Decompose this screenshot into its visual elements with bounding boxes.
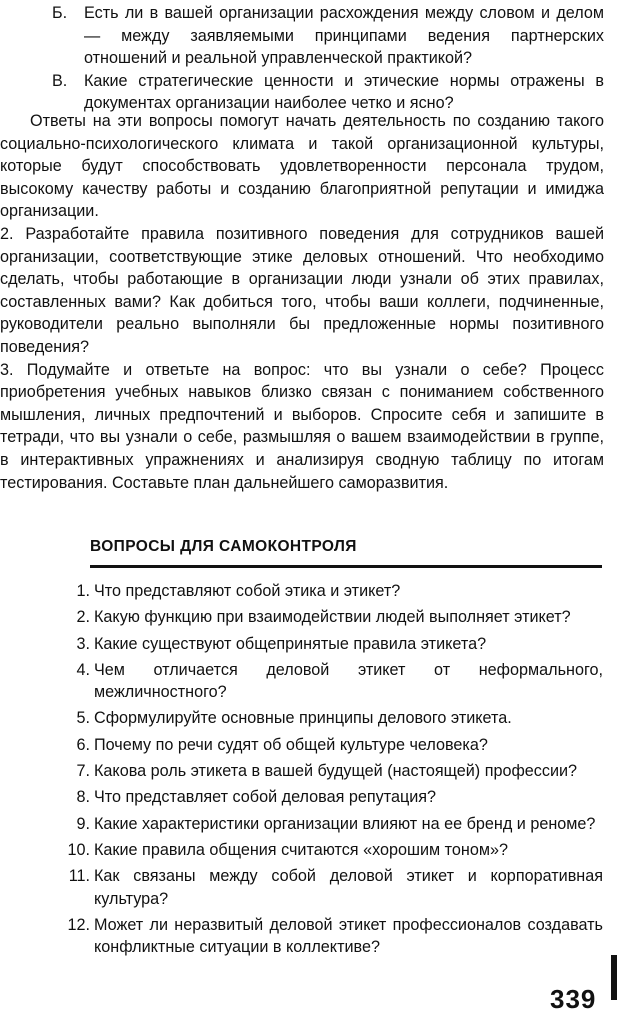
question-text: Как связаны между собой деловой этикет и корпоративная культура?: [94, 867, 603, 908]
section-heading: ВОПРОСЫ ДЛЯ САМОКОНТРОЛЯ: [90, 538, 357, 555]
question-text: Какие характеристики организации влияют на ее бренд и реноме?: [94, 814, 596, 833]
question-item: [50, 606, 603, 628]
question-text: Что представляет собой деловая репутация?: [94, 788, 437, 807]
question-number: 8.: [76, 788, 90, 807]
question-text: Может ли неразвитый деловой этикет профессионалов создавать конфликтные ситуации в коллективе?: [94, 915, 603, 957]
question-item: [50, 760, 603, 782]
question-item: [50, 707, 603, 729]
paragraph: 2. Разработайте правила позитивного поведения для сотрудников вашей организации, соответствующие этике деловых отношений. Что необходимо сделать, чтобы работающие в организации люди узнали об этих правилах, составленных вами? Как добиться того, чтобы ваши коллеги, подчиненные, руководители реально выполняли бы предложенные нормы позитивного поведения?: [0, 224, 604, 356]
question-item: [50, 659, 603, 704]
question-number: 12.: [67, 915, 90, 934]
question-number: 5.: [76, 709, 90, 728]
body-text: [0, 110, 604, 494]
question-item: [50, 839, 603, 861]
question-number: 1.: [76, 582, 90, 600]
question-number: 3.: [76, 634, 90, 653]
edge-marker-bar: [611, 955, 617, 1000]
lettered-question-list: [18, 2, 604, 115]
question-text: Что представляют собой этика и этикет?: [94, 582, 401, 600]
question-item: [50, 734, 603, 756]
question-item: [50, 786, 603, 808]
question-text: Чем отличается деловой этикет от неформального, межличностного?: [94, 660, 603, 702]
question-text: Какую функцию при взаимодействии людей выполняет этикет?: [94, 608, 571, 627]
question-number: 10.: [67, 840, 90, 859]
question-text: Какова роль этикета в вашей будущей (настоящей) профессии?: [94, 762, 578, 781]
item-letter: В.: [52, 71, 68, 90]
question-number: 9.: [76, 814, 90, 833]
question-text: Какие правила общения считаются «хорошим тоном»?: [94, 840, 508, 859]
question-number: 6.: [76, 735, 90, 754]
question-text: Почему по речи судят об общей культуре человека?: [94, 735, 488, 754]
question-item: [50, 914, 603, 959]
lettered-item: [18, 2, 604, 70]
paragraph: 3. Подумайте и ответьте на вопрос: что вы узнали о себе? Процесс приобретения учебных навыков близко связан с пониманием собственного мышления, личных предпочтений и выборов. Спросите себя и запишите в тетради, что вы узнали о себе, размышляя о вашем взаимодействии в группе, в интерактивных упражнениях и анализируя сводную таблицу по итогам тестирования. Составьте план дальнейшего саморазвития.: [0, 360, 604, 492]
question-number: 2.: [76, 608, 90, 627]
item-text: Какие стратегические ценности и этические нормы отражены в документах организации наиболее четко и ясно?: [84, 71, 604, 113]
question-text: Какие существуют общепринятые правила этикета?: [94, 634, 487, 653]
heading-rule: [90, 565, 602, 568]
item-letter: Б.: [52, 4, 68, 22]
question-item: [50, 813, 603, 835]
question-item: [50, 580, 603, 602]
self-check-questions: [50, 580, 603, 958]
question-number: 7.: [76, 762, 90, 781]
paragraph: Ответы на эти вопросы помогут начать деятельность по созданию такого социально-психологического климата и такой организационной культуры, которые будут способствовать удовлетворенности персонала трудом, высокому качеству работы и созданию благоприятной репутации и имиджа организации.: [0, 112, 604, 221]
question-number: 4.: [76, 660, 90, 679]
item-text: Есть ли в вашей организации расхождения между словом и делом — между заявляемыми принципами ведения партнерских отношений и реальной управленческой практикой?: [84, 4, 604, 68]
question-item: [50, 865, 603, 910]
question-number: 11.: [68, 867, 90, 886]
question-item: [50, 633, 603, 655]
page-number: 339: [550, 984, 597, 1014]
question-text: Сформулируйте основные принципы делового этикета.: [94, 709, 512, 728]
lettered-item: [18, 70, 604, 115]
